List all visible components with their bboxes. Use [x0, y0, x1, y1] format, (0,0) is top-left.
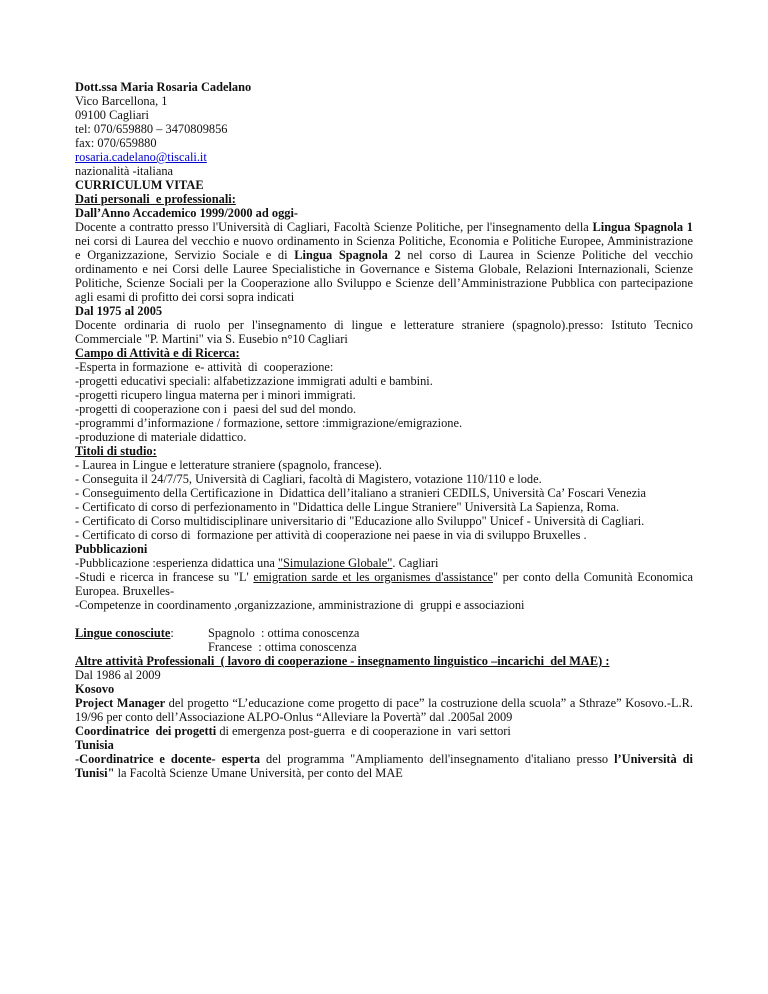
pubblicazioni-item	[75, 556, 693, 570]
campo-item: -produzione di materiale didattico.	[75, 430, 247, 444]
period2-paragraph: Docente ordinaria di ruolo per l'insegnamento di lingue e letterature straniere (spagnolo).presso: Istituto Tecnico Commerciale "P. Martini" via S. Eusebio n°10 Cagliari	[75, 318, 693, 346]
text-run: del progetto “L’educazione come progetto di pace” la costruzione della scuola” a Sthraze” Kosovo.-L.R. 19/96 per conto dell’Associazione ALPO-Onlus “Alleviare la Povertà” dal .2005al 2009	[75, 696, 693, 724]
titoli-item: - Certificato di Corso multidisciplinare universitario di "Educazione allo Sviluppo" Unicef - Università di Cagliari.	[75, 514, 645, 528]
text-run: "Simulazione Globale"	[277, 556, 393, 570]
titoli-item: - Certificato di corso di formazione per attività di cooperazione nei paese in via di sviluppo Bruxelles .	[75, 528, 587, 542]
campo-item: -programmi d’informazione / formazione, settore :immigrazione/emigrazione.	[75, 416, 463, 430]
period2-heading: Dal 1975 al 2005	[75, 304, 163, 318]
contact-email-line	[75, 150, 693, 164]
text-run: Lingua Spagnola 2	[294, 248, 401, 262]
text-run: Coordinatrice dei progetti	[75, 724, 217, 738]
contact-tel: tel: 070/659880 – 3470809856	[75, 122, 228, 136]
text-run: nel corso di Laurea in Scienze Politiche del vecchio ordinamento e nei Corsi delle Lauree Specialistiche in Governance e Sistema Globale, Relazioni Internazionali, Scienze Politiche, Scienze Sociali per la Cooperazione allo Sviluppo e Scienze dell’Amministrazione Pubblica con partecipazione agli esami di profitto dei corsi sopra indicati	[75, 248, 693, 304]
tunisia-paragraph	[75, 752, 693, 780]
section-heading-campo: Campo di Attività e di Ricerca:	[75, 346, 240, 360]
text-run: l’Università di Tunisi"	[75, 752, 693, 780]
titoli-item: - Conseguita il 24/7/75, Università di Cagliari, facoltà di Magistero, votazione 110/110 e lode.	[75, 472, 542, 486]
lingue-row: Spagnolo : ottima conoscenza	[208, 626, 360, 640]
campo-item: -progetti educativi speciali: alfabetizzazione immigrati adulti e bambini.	[75, 374, 433, 388]
lingue-row: Francese : ottima conoscenza	[208, 640, 357, 654]
text-run: emigration sarde et les organismes d'assistance	[253, 570, 493, 584]
tunisia-heading: Tunisia	[75, 738, 114, 752]
lingue-colon: :	[170, 626, 174, 640]
campo-item: -Esperta in formazione e- attività di cooperazione:	[75, 360, 334, 374]
contact-address-line2: 09100 Cagliari	[75, 108, 149, 122]
section-heading-titoli: Titoli di studio:	[75, 444, 157, 458]
lingue-block	[75, 626, 693, 654]
text-run: Lingua Spagnola 1	[592, 220, 693, 234]
text-run: . Cagliari	[392, 556, 439, 570]
contact-name: Dott.ssa Maria Rosaria Cadelano	[75, 80, 252, 94]
text-run: -Coordinatrice e docente- esperta	[75, 752, 261, 766]
pubblicazioni-item	[75, 570, 693, 598]
cv-title: CURRICULUM VITAE	[75, 178, 204, 192]
section-heading-pubblicazioni: Pubblicazioni	[75, 542, 148, 556]
period1-heading: Dall’Anno Accademico 1999/2000 ad oggi-	[75, 206, 299, 220]
titoli-item: - Laurea in Lingue e letterature straniere (spagnolo, francese).	[75, 458, 382, 472]
campo-item: -progetti ricupero lingua materna per i minori immigrati.	[75, 388, 356, 402]
contact-address-line1: Vico Barcellona, 1	[75, 94, 168, 108]
campo-item: -progetti di cooperazione con i paesi del sud del mondo.	[75, 402, 357, 416]
kosovo-paragraph	[75, 696, 693, 724]
titoli-item: - Certificato di corso di perfezionamento in "Didattica delle Lingue Straniere" Università La Sapienza, Roma.	[75, 500, 620, 514]
altre-period: Dal 1986 al 2009	[75, 668, 161, 682]
text-run: Docente a contratto presso l'Università di Cagliari, Facoltà Scienze Politiche, per l'insegnamento della	[75, 220, 593, 234]
contact-nationality: nazionalità -italiana	[75, 164, 174, 178]
period1-paragraph	[75, 220, 693, 304]
lingue-label-line	[75, 626, 208, 654]
pubblicazioni-item: -Competenze in coordinamento ,organizzazione, amministrazione di gruppi e associazioni	[75, 598, 525, 612]
text-run: la Facoltà Scienze Umane Università, per conto del MAE	[114, 766, 403, 780]
section-heading-altre: Altre attività Professionali ( lavoro di cooperazione - insegnamento linguistico –incarichi del MAE) :	[75, 654, 610, 668]
text-run: -Pubblicazione :esperienza didattica una	[75, 556, 278, 570]
text-run: di emergenza post-guerra e di cooperazione in vari settori	[216, 724, 511, 738]
email-link[interactable]: rosaria.cadelano@tiscali.it	[75, 150, 207, 164]
kosovo-heading: Kosovo	[75, 682, 115, 696]
text-run: -Studi e ricerca in francese su "L'	[75, 570, 254, 584]
text-run: " per conto della Comunità Economica Europea. Bruxelles-	[75, 570, 693, 598]
text-run: Project Manager	[75, 696, 166, 710]
section-heading-dati: Dati personali e professionali:	[75, 192, 236, 206]
contact-fax: fax: 070/659880	[75, 136, 157, 150]
kosovo-coordinator-line	[75, 724, 693, 738]
titoli-item: - Conseguimento della Certificazione in Didattica dell’italiano a stranieri CEDILS, Università Ca’ Foscari Venezia	[75, 486, 647, 500]
lingue-label: Lingue conosciute	[75, 626, 171, 640]
text-run: del programma "Ampliamento dell'insegnamento d'italiano presso	[260, 752, 615, 766]
lingue-values	[208, 626, 359, 654]
text-run: nei corsi di Laurea del vecchio e nuovo ordinamento in Scienza Politiche, Economia e Politiche Europee, Amministrazione e Organizzazione, Servizio Sociale e di	[75, 234, 693, 262]
